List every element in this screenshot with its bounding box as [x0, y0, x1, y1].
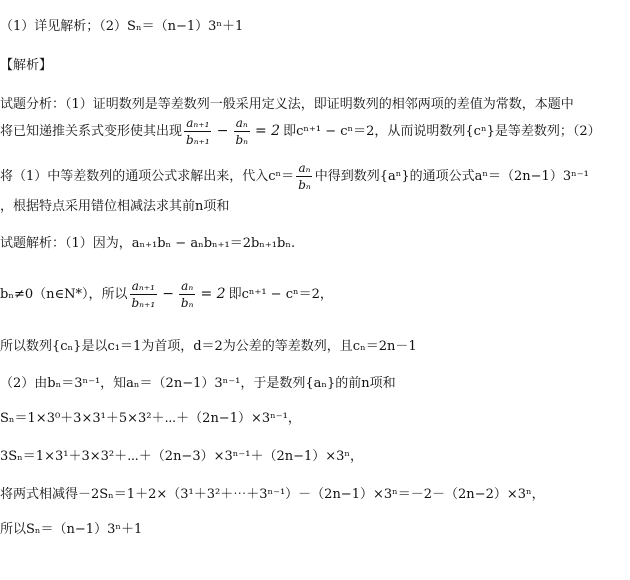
hint-line-1: 试题分析：（1）证明数列是等差数列一般采用定义法，即证明数列的相邻两项的差值为常数，本题中 — [0, 97, 574, 112]
hint-text-b: 即cⁿ⁺¹ − cⁿ＝2，从而说明数列{cⁿ}是等差数列；（2） — [283, 123, 601, 139]
solution-text-b: 即cⁿ⁺¹ − cⁿ＝2， — [228, 286, 333, 302]
solution-line-5: Sₙ＝1×3⁰＋3×3¹＋5×3²＋⋯＋（2n−1）×3ⁿ⁻¹， — [0, 411, 301, 426]
hint-text-c: 将（1）中等差数列的通项公式求解出来，代入cⁿ＝ — [0, 168, 295, 184]
fraction-denominator: bₙ — [235, 132, 248, 147]
fraction-a-over-b — [296, 162, 313, 191]
solution-line-8: 所以Sₙ＝（n−1）3ⁿ＋1 — [0, 522, 143, 537]
fraction-denominator: bₙ — [180, 295, 194, 310]
solution-line-1: 试题解析：（1）因为，aₙ₊₁bₙ − aₙbₙ₊₁＝2bₙ₊₁bₙ. — [0, 236, 296, 251]
minus-sign: − — [216, 123, 229, 139]
fraction-numerator: aₙ — [181, 278, 194, 293]
fraction-denominator: bₙ₊₁ — [131, 295, 156, 310]
solution-line-6: 3Sₙ＝1×3¹＋3×3²＋⋯＋（2n−3）×3ⁿ⁻¹＋（2n−1）×3ⁿ， — [0, 449, 364, 464]
fraction-a-over-b — [233, 117, 250, 146]
fraction-numerator: aₙ₊₁ — [186, 115, 210, 130]
fraction-a-over-b-next — [129, 280, 157, 309]
solution-line-7: 将两式相减得－2Sₙ＝1＋2×（3¹＋3²＋⋯＋3ⁿ⁻¹）－（2n−1）×3ⁿ＝－2－（2n−2）×3ⁿ， — [0, 487, 545, 502]
equals-two: = 2 — [200, 286, 226, 302]
fraction-numerator: aₙ — [235, 115, 248, 130]
hint-line-3 — [0, 158, 589, 194]
fraction-denominator: bₙ — [298, 177, 311, 192]
analysis-heading: 【解析】 — [0, 58, 53, 73]
hint-text-d: 中得到数列{aⁿ}的通项公式aⁿ＝（2n−1）3ⁿ⁻¹ — [314, 168, 589, 184]
solution-text-a: bₙ≠0（n∈N*），所以 — [0, 286, 128, 302]
solution-line-4: （2）由bₙ＝3ⁿ⁻¹，知aₙ＝（2n−1）3ⁿ⁻¹，于是数列{aₙ}的前n项和 — [0, 376, 396, 391]
hint-line-4: ，根据特点采用错位相减法求其前n项和 — [0, 199, 230, 214]
solution-line-2 — [0, 276, 333, 312]
hint-line-2 — [0, 113, 601, 149]
solution-line-3: 所以数列{cₙ}是以c₁＝1为首项，d＝2为公差的等差数列，且cₙ＝2n－1 — [0, 339, 417, 354]
minus-sign: − — [162, 286, 174, 302]
hint-text-a: 将已知递推关系式变形使其出现 — [0, 123, 183, 139]
fraction-numerator: aₙ₊₁ — [131, 278, 155, 293]
equals-two: = 2 — [255, 123, 281, 139]
fraction-a-over-b-next — [184, 117, 212, 146]
fraction-a-over-b — [179, 280, 196, 309]
fraction-numerator: aₙ — [298, 160, 311, 175]
answer-line: （1）详见解析；（2）Sₙ＝（n−1）3ⁿ＋1 — [0, 19, 244, 34]
fraction-denominator: bₙ₊₁ — [186, 132, 210, 147]
